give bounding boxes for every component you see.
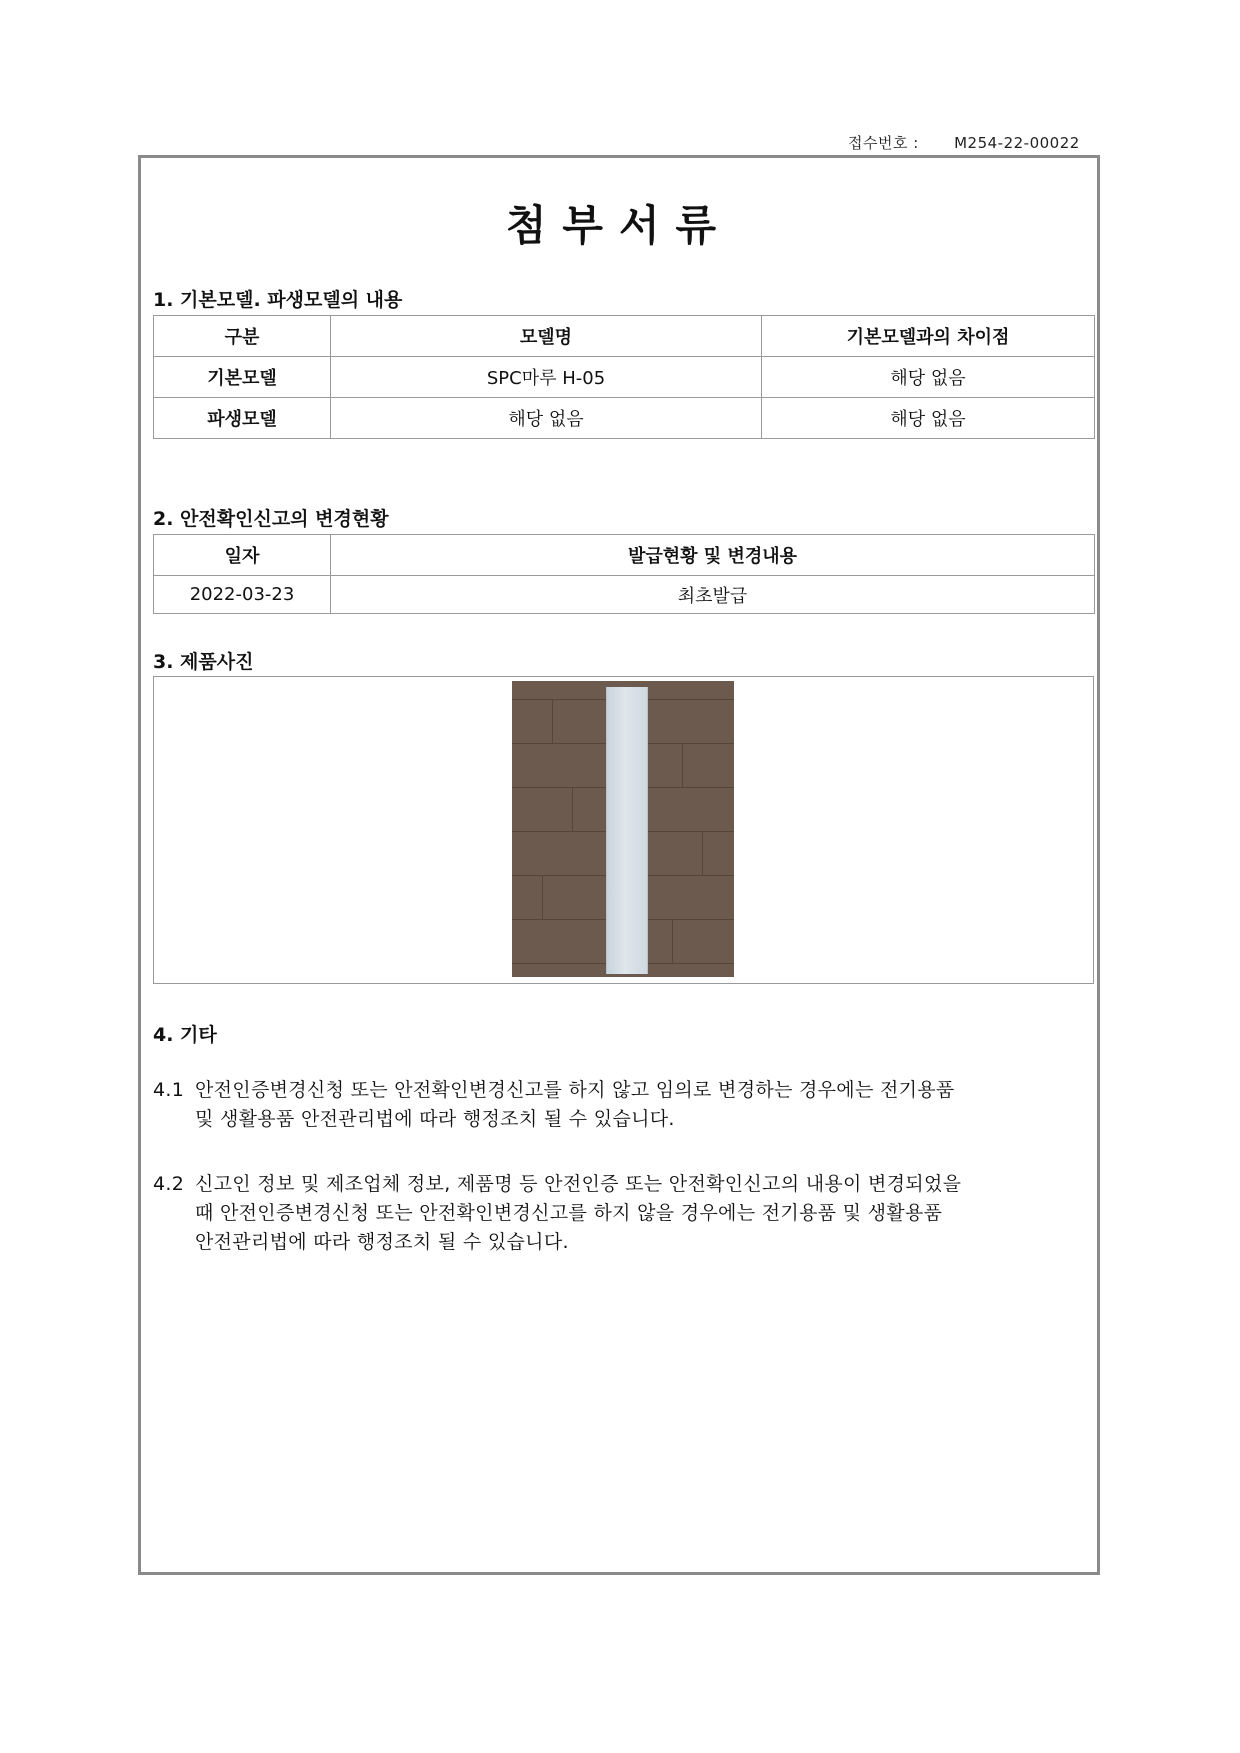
section2-heading: 2. 안전확인신고의 변경현황 [153, 508, 389, 530]
column-header: 일자 [154, 535, 331, 576]
note-text: 안전인증변경신청 또는 안전확인변경신고를 하지 않고 임의로 변경하는 경우에는 전기용품 [195, 1079, 955, 1101]
table-cell: 최초발급 [331, 576, 1095, 614]
section4-heading: 4. 기타 [153, 1024, 217, 1046]
column-header: 모델명 [331, 316, 762, 357]
receipt-label: 접수번호 : [848, 134, 919, 152]
page-title: 첨부서류 [505, 201, 733, 250]
note-text: 때 안전인증변경신청 또는 안전확인변경신고를 하지 않을 경우에는 전기용품 및 생활용품 [195, 1202, 943, 1224]
table-cell: 해당 없음 [331, 398, 762, 439]
table-cell: SPC마루 H-05 [331, 357, 762, 398]
column-header: 구분 [154, 316, 331, 357]
note-number: 4.2 [153, 1173, 185, 1195]
product-photo-box [153, 676, 1094, 984]
change-history-table [153, 534, 1095, 614]
section3-heading: 3. 제품사진 [153, 651, 254, 673]
document-frame [138, 155, 1100, 1575]
flooring-plank-sample [606, 687, 648, 974]
row-label: 파생모델 [154, 398, 331, 439]
model-table [153, 315, 1095, 439]
note-text: 및 생활용품 안전관리법에 따라 행정조치 될 수 있습니다. [195, 1108, 675, 1130]
receipt-number: M254-22-00022 [954, 134, 1080, 152]
table-header-row [154, 316, 1095, 357]
note-4-1 [153, 1076, 1096, 1134]
table-cell: 해당 없음 [762, 398, 1095, 439]
column-header: 발급현황 및 변경내용 [331, 535, 1095, 576]
row-label: 기본모델 [154, 357, 331, 398]
product-photo [512, 681, 734, 977]
note-number: 4.1 [153, 1079, 185, 1101]
note-text: 안전관리법에 따라 행정조치 될 수 있습니다. [195, 1231, 569, 1253]
table-row [154, 398, 1095, 439]
note-4-2 [153, 1170, 1096, 1257]
section1-heading: 1. 기본모델. 파생모델의 내용 [153, 289, 403, 311]
table-row [154, 576, 1095, 614]
table-row [154, 357, 1095, 398]
table-cell: 해당 없음 [762, 357, 1095, 398]
table-cell: 2022-03-23 [154, 576, 331, 614]
receipt-info [848, 132, 1080, 153]
note-text: 신고인 정보 및 제조업체 정보, 제품명 등 안전인증 또는 안전확인신고의 내용이 변경되었을 [195, 1173, 962, 1195]
table-header-row [154, 535, 1095, 576]
column-header: 기본모델과의 차이점 [762, 316, 1095, 357]
